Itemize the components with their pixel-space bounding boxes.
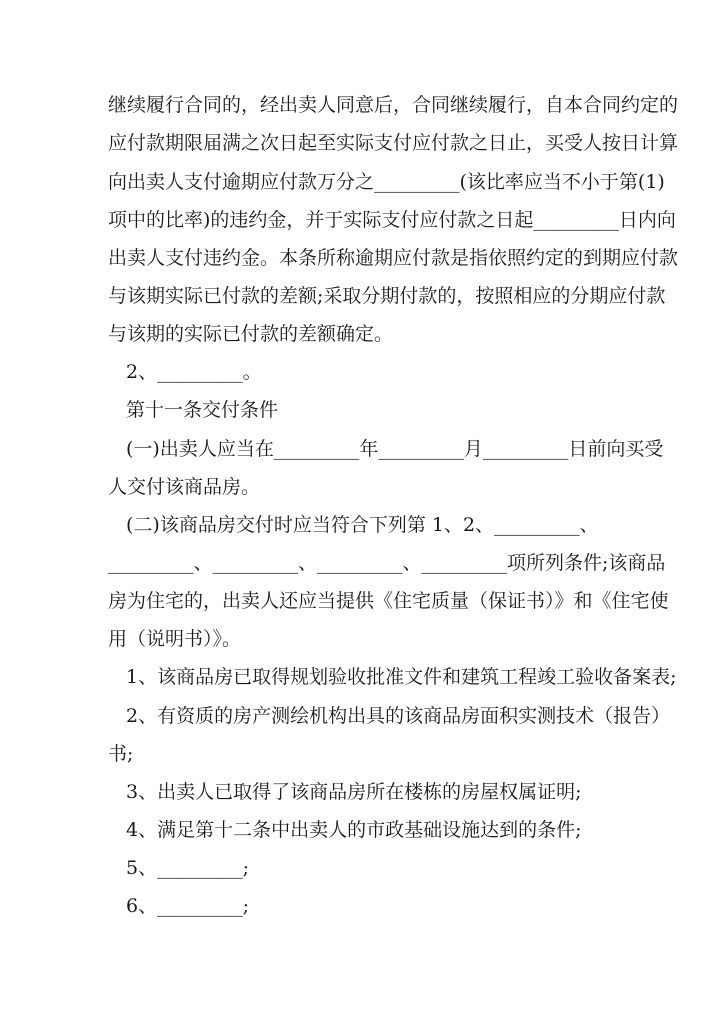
text-line-1: 继续履行合同的，经出卖人同意后，合同继续履行，自本合同约定的 bbox=[108, 94, 679, 116]
text-line-12: (二)该商品房交付时应当符合下列第 1、2、_________、 bbox=[126, 514, 599, 536]
text-line-8: 2、_________。 bbox=[126, 361, 262, 383]
text-line-13: _________、_________、_________、_________项所列条件;该商品 bbox=[108, 552, 666, 574]
list-item-4: 4、满足第十二条中出卖人的市政基础设施达到的条件; bbox=[126, 819, 582, 841]
list-item-2: 2、有资质的房产测绘机构出具的该商品房面积实测技术（报告） bbox=[126, 705, 671, 727]
text-line-14: 房为住宅的，出卖人还应当提供《住宅质量（保证书）》和《住宅使 bbox=[108, 590, 669, 612]
text-line-15: 用（说明书）》。 bbox=[108, 628, 242, 650]
list-item-5: 5、_________; bbox=[126, 857, 249, 879]
text-line-4: 项中的比率)的违约金，并于实际支付应付款之日起_________日内向 bbox=[108, 209, 676, 231]
text-line-5: 出卖人支付违约金。本条所称逾期应付款是指依照约定的到期应付款 bbox=[108, 247, 679, 269]
list-item-6: 6、_________; bbox=[126, 895, 249, 917]
text-line-10: (一)出卖人应当在_________年_________月_________日前向买受 bbox=[126, 438, 664, 460]
list-item-3: 3、出卖人已取得了该商品房所在楼栋的房屋权属证明; bbox=[126, 781, 582, 803]
text-line-11: 人交付该商品房。 bbox=[108, 476, 261, 498]
text-line-2: 应付款期限届满之次日起至实际支付应付款之日止，买受人按日计算 bbox=[108, 132, 679, 154]
section-heading: 第十一条交付条件 bbox=[126, 399, 279, 421]
text-line-7: 与该期的实际已付款的差额确定。 bbox=[108, 323, 394, 345]
text-line-6: 与该期实际已付款的差额;采取分期付款的，按照相应的分期应付款 bbox=[108, 285, 666, 307]
text-line-3: 向出卖人支付逾期应付款万分之_________(该比率应当不小于第(1) bbox=[108, 171, 665, 193]
list-item-2-continued: 书; bbox=[108, 743, 134, 765]
list-item-1: 1、该商品房已取得规划验收批准文件和建筑工程竣工验收备案表; bbox=[126, 666, 677, 688]
